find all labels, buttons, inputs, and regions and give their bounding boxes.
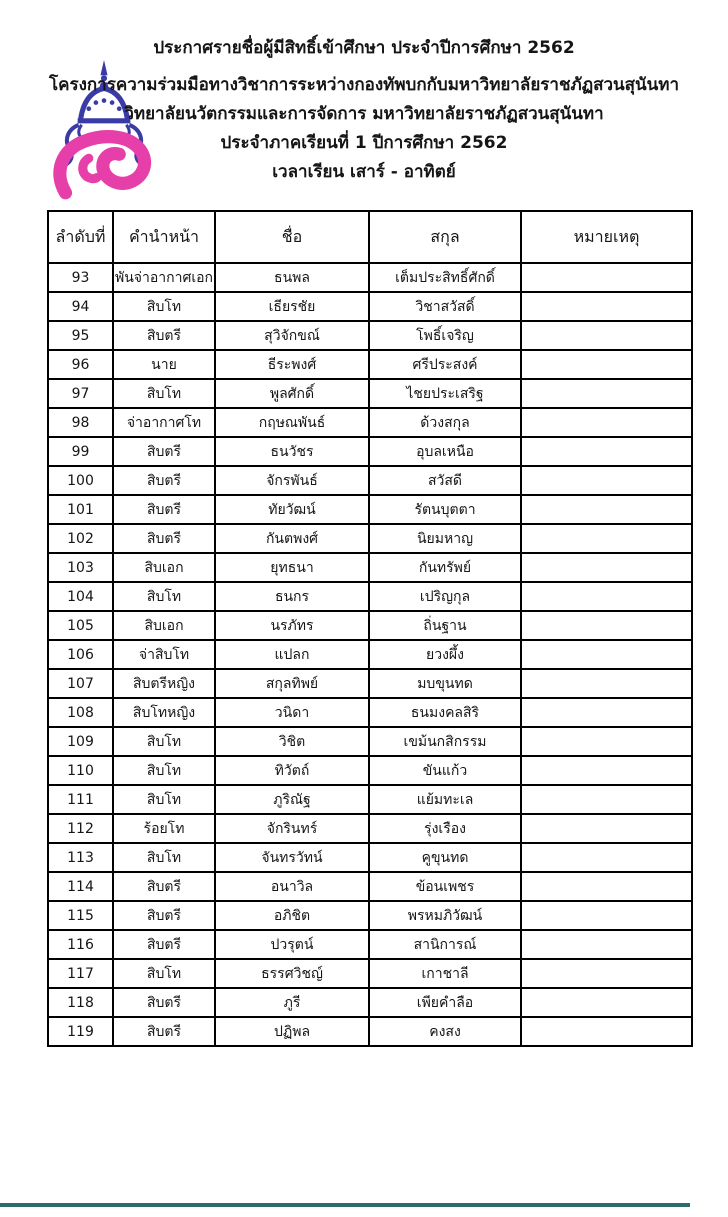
table-row — [48, 814, 692, 843]
table-row — [48, 843, 692, 872]
cell-note — [521, 727, 692, 756]
table-row — [48, 292, 692, 321]
cell-no: 105 — [48, 611, 113, 640]
cell-prefix: สิบโท — [113, 727, 215, 756]
cell-prefix: สิบโทหญิง — [113, 698, 215, 727]
cell-note — [521, 756, 692, 785]
table-row — [48, 524, 692, 553]
cell-note — [521, 611, 692, 640]
cell-no: 96 — [48, 350, 113, 379]
cell-note — [521, 785, 692, 814]
cell-no: 117 — [48, 959, 113, 988]
table-row — [48, 437, 692, 466]
cell-note — [521, 698, 692, 727]
table-row — [48, 1017, 692, 1046]
table-row — [48, 727, 692, 756]
cell-first-name: อนาวิล — [215, 872, 369, 901]
cell-last-name: วิชาสวัสดิ์ — [369, 292, 521, 321]
cell-first-name: ยุทธนา — [215, 553, 369, 582]
cell-prefix: สิบเอก — [113, 611, 215, 640]
column-header-prefix: คำนำหน้า — [113, 211, 215, 263]
header-line-4: ประจำภาคเรียนที่ 1 ปีการศึกษา 2562 — [220, 133, 508, 153]
cell-no: 102 — [48, 524, 113, 553]
cell-note — [521, 872, 692, 901]
cell-last-name: เขม้นกสิกรรม — [369, 727, 521, 756]
cell-no: 103 — [48, 553, 113, 582]
table-row — [48, 988, 692, 1017]
cell-last-name: ขันแก้ว — [369, 756, 521, 785]
cell-last-name: ข้อนเพชร — [369, 872, 521, 901]
cell-prefix: จ่าสิบโท — [113, 640, 215, 669]
cell-no: 107 — [48, 669, 113, 698]
cell-prefix: สิบโท — [113, 843, 215, 872]
table-row — [48, 872, 692, 901]
cell-last-name: นิยมหาญ — [369, 524, 521, 553]
cell-note — [521, 408, 692, 437]
cell-last-name: คงสง — [369, 1017, 521, 1046]
table-row — [48, 263, 692, 292]
cell-note — [521, 350, 692, 379]
cell-note — [521, 379, 692, 408]
cell-no: 116 — [48, 930, 113, 959]
cell-note — [521, 437, 692, 466]
cell-first-name: ภูริณัฐ — [215, 785, 369, 814]
cell-first-name: ปฏิพล — [215, 1017, 369, 1046]
cell-first-name: พูลศักดิ์ — [215, 379, 369, 408]
header-line-5: เวลาเรียน เสาร์ - อาทิตย์ — [272, 162, 456, 182]
cell-last-name: ด้วงสกุล — [369, 408, 521, 437]
cell-prefix: สิบโท — [113, 582, 215, 611]
cell-no: 119 — [48, 1017, 113, 1046]
cell-first-name: สกุลทิพย์ — [215, 669, 369, 698]
cell-prefix: สิบตรี — [113, 1017, 215, 1046]
cell-prefix: สิบโท — [113, 756, 215, 785]
header-line-1: ประกาศรายชื่อผู้มีสิทธิ์เข้าศึกษา ประจำปีการศึกษา 2562 — [153, 38, 575, 58]
cell-last-name: ถิ่นฐาน — [369, 611, 521, 640]
cell-note — [521, 930, 692, 959]
cell-prefix: สิบตรี — [113, 988, 215, 1017]
table-row — [48, 379, 692, 408]
students-table — [47, 210, 693, 1047]
cell-last-name: กันทรัพย์ — [369, 553, 521, 582]
cell-first-name: จันทรวัทน์ — [215, 843, 369, 872]
column-header-no: ลำดับที่ — [48, 211, 113, 263]
cell-last-name: รุ่งเรือง — [369, 814, 521, 843]
cell-no: 112 — [48, 814, 113, 843]
cell-prefix: ร้อยโท — [113, 814, 215, 843]
cell-last-name: ไชยประเสริฐ — [369, 379, 521, 408]
table-row — [48, 350, 692, 379]
cell-note — [521, 901, 692, 930]
table-row — [48, 901, 692, 930]
cell-first-name: เธียรชัย — [215, 292, 369, 321]
cell-note — [521, 466, 692, 495]
cell-no: 115 — [48, 901, 113, 930]
cell-prefix: สิบโท — [113, 292, 215, 321]
cell-prefix: สิบตรี — [113, 466, 215, 495]
cell-first-name: จักรินทร์ — [215, 814, 369, 843]
cell-note — [521, 843, 692, 872]
cell-last-name: เพียคำลือ — [369, 988, 521, 1017]
cell-no: 94 — [48, 292, 113, 321]
table-row — [48, 930, 692, 959]
cell-last-name: ยวงผึ้ง — [369, 640, 521, 669]
table-row — [48, 495, 692, 524]
cell-last-name: รัตนบุตตา — [369, 495, 521, 524]
cell-no: 99 — [48, 437, 113, 466]
cell-note — [521, 553, 692, 582]
table-row — [48, 756, 692, 785]
header-line-3: วิทยาลัยนวัตกรรมและการจัดการ มหาวิทยาลัยราชภัฏสวนสุนันทา — [124, 104, 604, 124]
cell-prefix: สิบตรี — [113, 901, 215, 930]
cell-prefix: สิบตรี — [113, 495, 215, 524]
cell-prefix: สิบโท — [113, 959, 215, 988]
cell-prefix: สิบตรี — [113, 321, 215, 350]
cell-last-name: เต็มประสิทธิ์ศักดิ์ — [369, 263, 521, 292]
cell-last-name: ธนมงคลสิริ — [369, 698, 521, 727]
cell-no: 111 — [48, 785, 113, 814]
cell-no: 110 — [48, 756, 113, 785]
cell-prefix: สิบตรี — [113, 930, 215, 959]
cell-note — [521, 321, 692, 350]
cell-first-name: ธนวัชร — [215, 437, 369, 466]
column-header-firstname: ชื่อ — [215, 211, 369, 263]
cell-first-name: ทิวัตถ์ — [215, 756, 369, 785]
cell-no: 118 — [48, 988, 113, 1017]
cell-prefix: สิบตรี — [113, 872, 215, 901]
cell-first-name: สุวิจักขณ์ — [215, 321, 369, 350]
column-header-note: หมายเหตุ — [521, 211, 692, 263]
footer-rule — [0, 1203, 690, 1207]
cell-last-name: อุบลเหนือ — [369, 437, 521, 466]
cell-first-name: ธนพล — [215, 263, 369, 292]
cell-prefix: นาย — [113, 350, 215, 379]
cell-first-name: ธนกร — [215, 582, 369, 611]
cell-prefix: พันจ่าอากาศเอก — [113, 263, 215, 292]
table-row — [48, 669, 692, 698]
table-row — [48, 640, 692, 669]
cell-last-name: โพธิ์เจริญ — [369, 321, 521, 350]
cell-last-name: ศรีประสงค์ — [369, 350, 521, 379]
cell-last-name: เปริญกุล — [369, 582, 521, 611]
cell-no: 113 — [48, 843, 113, 872]
table-header — [48, 211, 692, 263]
column-header-lastname: สกุล — [369, 211, 521, 263]
cell-note — [521, 814, 692, 843]
cell-first-name: แปลก — [215, 640, 369, 669]
cell-no: 106 — [48, 640, 113, 669]
cell-prefix: สิบตรี — [113, 524, 215, 553]
table-row — [48, 698, 692, 727]
cell-note — [521, 640, 692, 669]
cell-last-name: พรหมภิวัฒน์ — [369, 901, 521, 930]
cell-no: 108 — [48, 698, 113, 727]
cell-note — [521, 495, 692, 524]
cell-first-name: ธรรศวิชญ์ — [215, 959, 369, 988]
cell-first-name: ปวรุตน์ — [215, 930, 369, 959]
cell-note — [521, 988, 692, 1017]
cell-last-name: มบขุนทด — [369, 669, 521, 698]
cell-no: 114 — [48, 872, 113, 901]
cell-first-name: ธีระพงศ์ — [215, 350, 369, 379]
cell-first-name: อภิชิต — [215, 901, 369, 930]
cell-note — [521, 582, 692, 611]
cell-note — [521, 524, 692, 553]
cell-last-name: คูขุนทด — [369, 843, 521, 872]
table-row — [48, 611, 692, 640]
cell-prefix: จ่าอากาศโท — [113, 408, 215, 437]
table-row — [48, 466, 692, 495]
cell-first-name: ทัยวัฒน์ — [215, 495, 369, 524]
cell-first-name: กันตพงศ์ — [215, 524, 369, 553]
cell-first-name: ภูรี — [215, 988, 369, 1017]
cell-no: 104 — [48, 582, 113, 611]
table-row — [48, 959, 692, 988]
cell-first-name: วนิดา — [215, 698, 369, 727]
cell-no: 95 — [48, 321, 113, 350]
table-row — [48, 785, 692, 814]
cell-first-name: วิชิต — [215, 727, 369, 756]
header-line-2: โครงการความร่วมมือทางวิชาการระหว่างกองทัพบกกับมหาวิทยาลัยราชภัฏสวนสุนันทา — [48, 75, 680, 95]
cell-last-name: สานิการณ์ — [369, 930, 521, 959]
cell-prefix: สิบตรี — [113, 437, 215, 466]
cell-first-name: จักรพันธ์ — [215, 466, 369, 495]
cell-no: 93 — [48, 263, 113, 292]
cell-no: 101 — [48, 495, 113, 524]
cell-no: 97 — [48, 379, 113, 408]
cell-first-name: นรภัทร — [215, 611, 369, 640]
document-header — [0, 38, 728, 191]
cell-note — [521, 263, 692, 292]
header-row — [48, 211, 692, 263]
cell-no: 98 — [48, 408, 113, 437]
table-row — [48, 582, 692, 611]
cell-prefix: สิบโท — [113, 379, 215, 408]
table-row — [48, 553, 692, 582]
cell-last-name: สวัสดี — [369, 466, 521, 495]
table-row — [48, 321, 692, 350]
cell-note — [521, 959, 692, 988]
cell-no: 100 — [48, 466, 113, 495]
cell-note — [521, 669, 692, 698]
cell-first-name: กฤษณพันธ์ — [215, 408, 369, 437]
cell-no: 109 — [48, 727, 113, 756]
table-row — [48, 408, 692, 437]
table-body — [48, 263, 692, 1046]
cell-last-name: เกาชาลี — [369, 959, 521, 988]
cell-prefix: สิบตรีหญิง — [113, 669, 215, 698]
cell-note — [521, 1017, 692, 1046]
cell-note — [521, 292, 692, 321]
cell-prefix: สิบโท — [113, 785, 215, 814]
cell-last-name: แย้มทะเล — [369, 785, 521, 814]
cell-prefix: สิบเอก — [113, 553, 215, 582]
